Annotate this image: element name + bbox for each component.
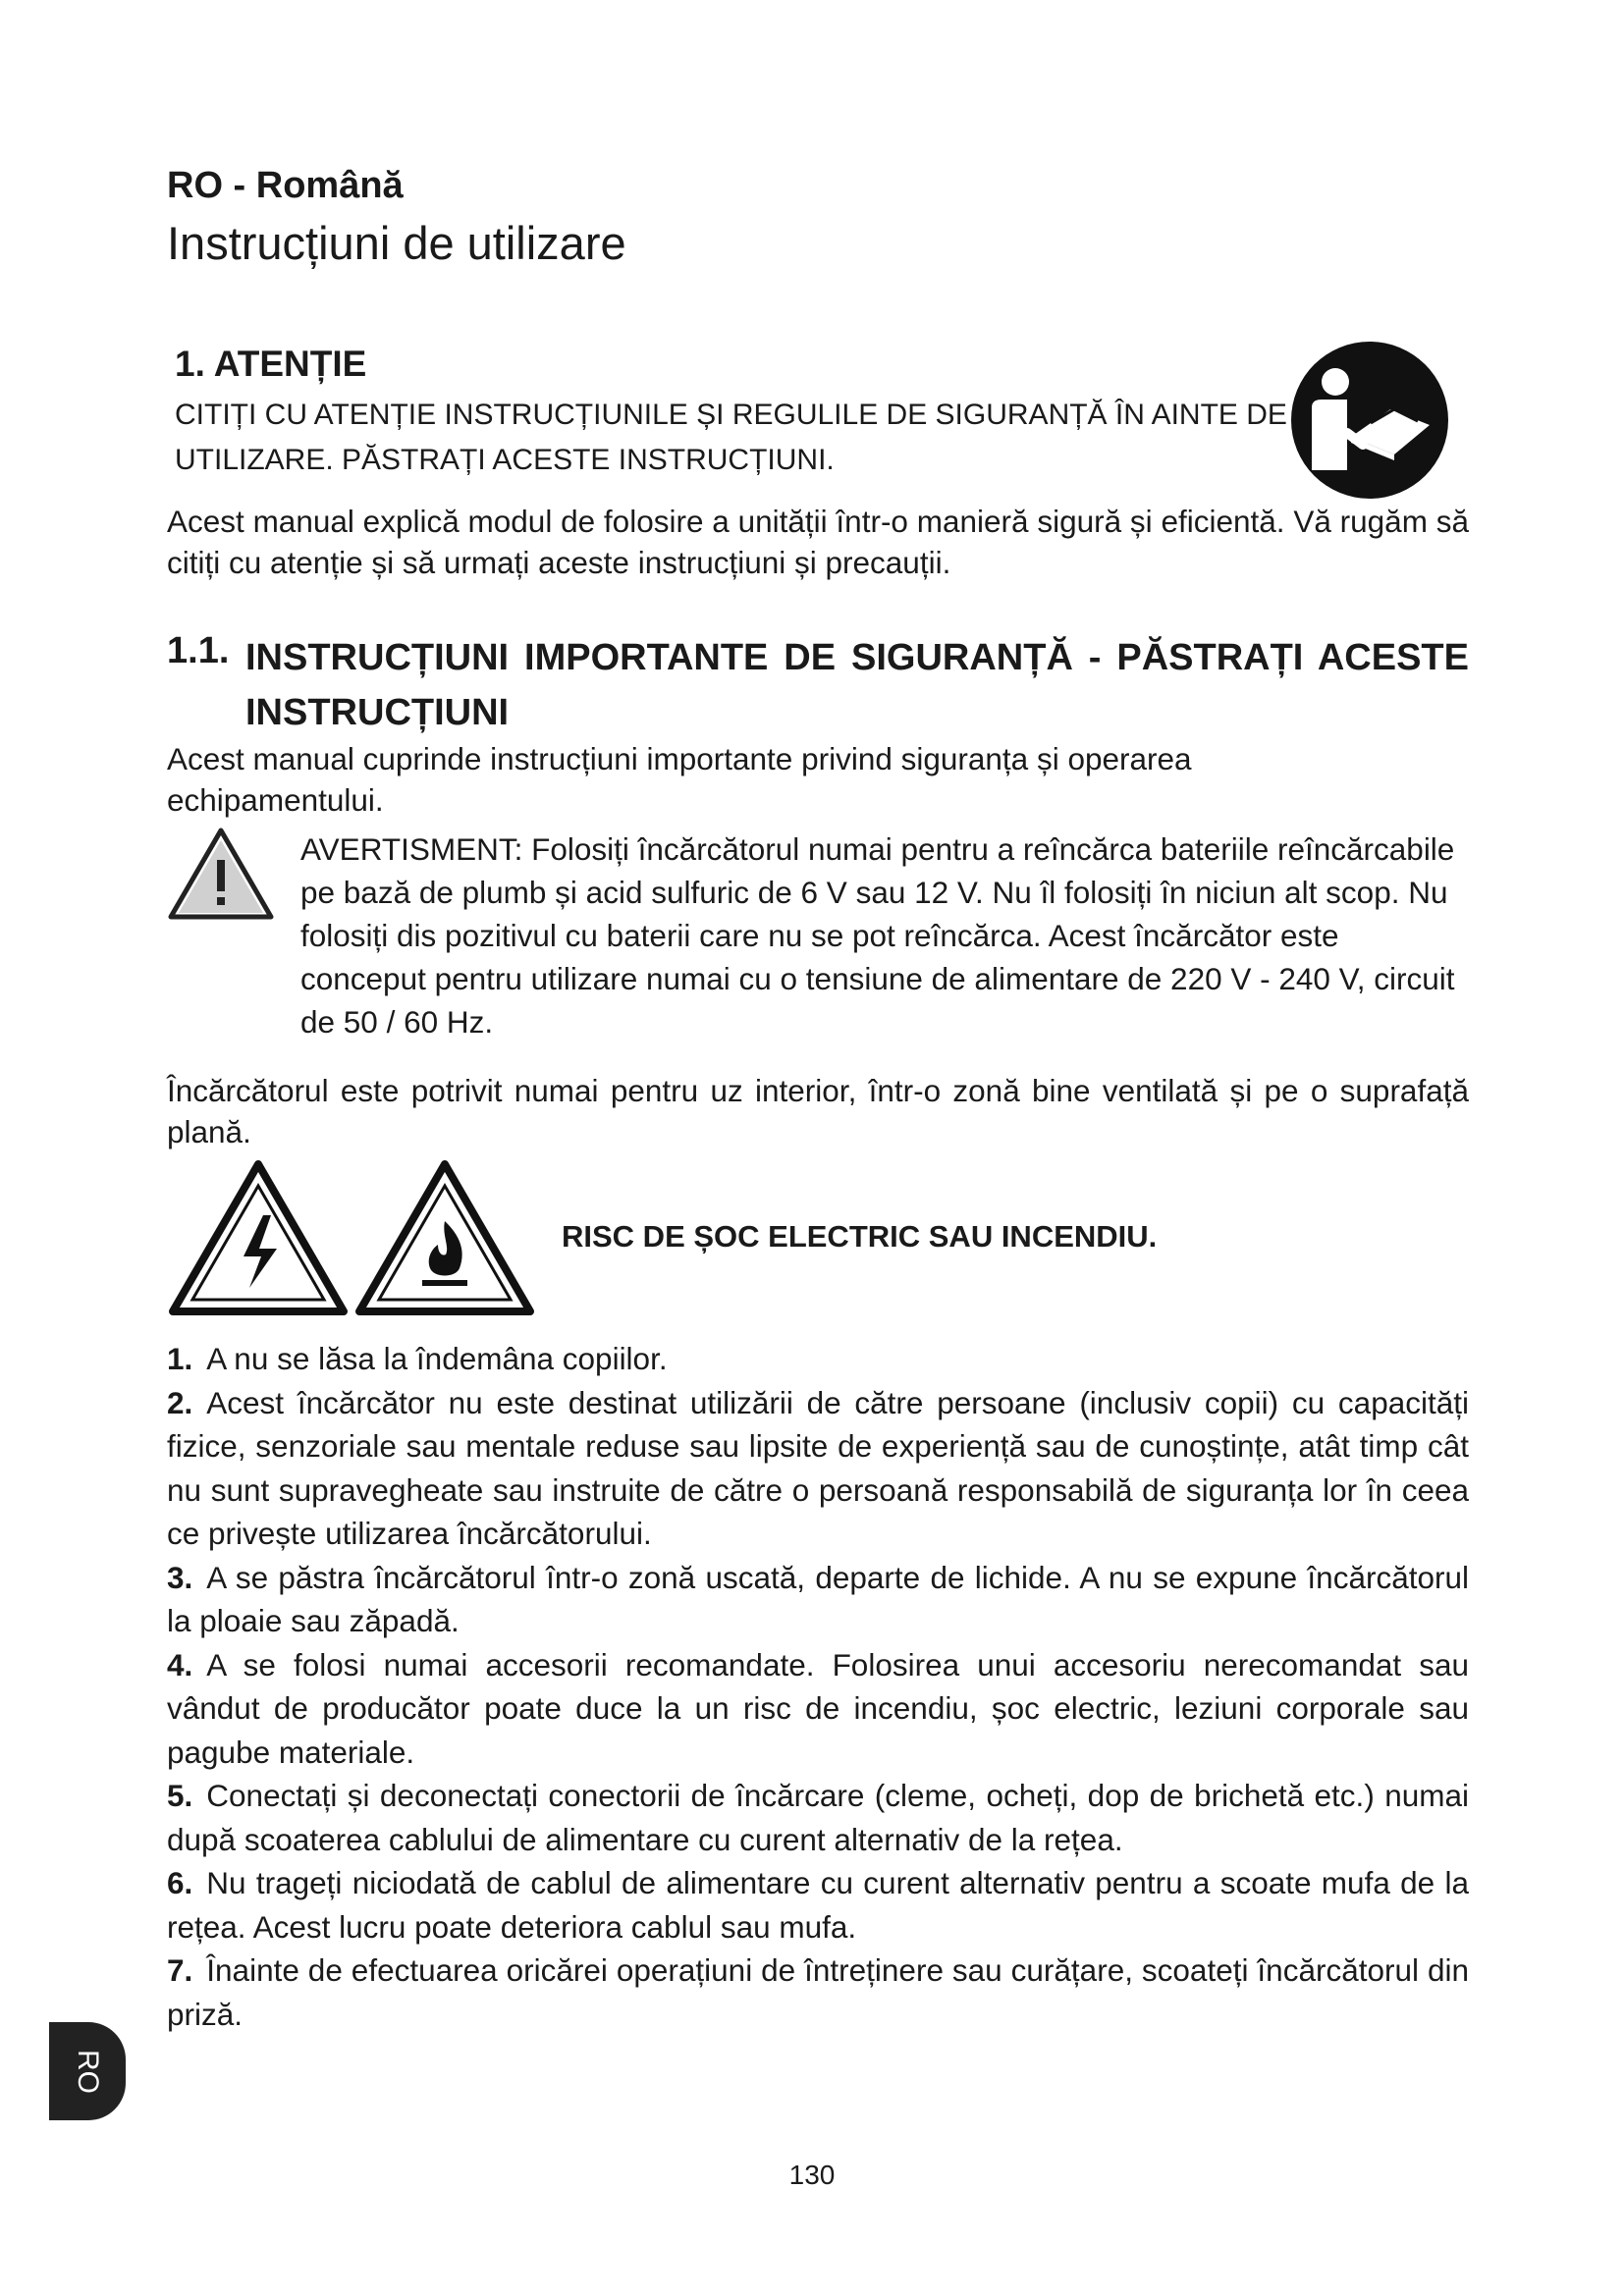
rule-number: 3. [167, 1559, 193, 1595]
rule-number: 6. [167, 1865, 193, 1900]
section-1-caps-notice: CITIȚI CU ATENȚIE INSTRUCȚIUNILE ȘI REGULILE DE SIGURANȚĂ ÎN AINTE DE UTILIZARE. PĂSTRAȚI ACESTE INSTRUCȚIUNI. [175, 399, 1287, 476]
list-item [167, 1556, 1469, 1643]
language-side-tab [49, 2022, 126, 2120]
rule-text: A se păstra încărcătorul într-o zonă uscată, departe de lichide. A nu se expune încărcătorul la ploaie sau zăpadă. [167, 1559, 1469, 1638]
language-heading: RO - Română [167, 165, 404, 206]
safety-rules-list [167, 1337, 1469, 2036]
section-1-1-number: 1.1. [167, 630, 230, 671]
manual-paragraph: Acest manual cuprinde instrucțiuni importante privind siguranța și operarea echipamentului. [167, 741, 1192, 818]
rule-text: A nu se lăsa la îndemâna copiilor. [206, 1341, 668, 1376]
warning-text: AVERTISMENT: Folosiți încărcătorul numai pentru a reîncărca bateriile reîncărcabile pe bază de plumb și acid sulfuric de 6 V sau 12 V. Nu îl folosiți în niciun alt scop. Nu folosiți dis pozitivul cu baterii care nu se pot reîncărca. Acest încărcător este conceput pentru utilizare numai cu o tensiune de alimentare de 220 V - 240 V, circuit de 50 / 60 Hz. [300, 831, 1455, 1040]
intro-paragraph: Acest manual explică modul de folosire a unității într-o manieră sigură și eficientă. Vă rugăm să citiți cu atenție și să urmați aceste instrucțiuni și precauții. [167, 504, 1469, 580]
rule-text: A se folosi numai accesorii recomandate. Folosirea unui accesoriu nerecomandat sau vândut de producător poate duce la un risc de incendiu, șoc electric, leziuni corporale sau pagube materiale. [167, 1646, 1469, 1770]
document-title: Instrucțiuni de utilizare [167, 217, 626, 269]
rule-number: 4. [167, 1646, 193, 1682]
list-item [167, 1949, 1469, 2036]
rule-text: Acest încărcător nu este destinat utilizării de către persoane (inclusiv copii) cu capacități fizice, senzoriale sau mentale reduse sau lipsite de experiență sau de cunoștințe, atât timp cât nu sunt supravegheate sau instruite de către o persoană responsabilă de siguranța lor în ceea ce privește utilizarea încărcătorului. [167, 1384, 1469, 1551]
side-tab-label: RO [72, 2049, 104, 2094]
page-number: 130 [788, 2160, 836, 2190]
rule-text: Înainte de efectuarea oricărei operațiuni de întreținere sau curățare, scoateți încărcătorul din priză. [167, 1952, 1469, 2032]
rule-number: 7. [167, 1952, 193, 1988]
list-item [167, 1381, 1469, 1556]
read-manual-icon [1288, 339, 1451, 502]
fire-hazard-icon [353, 1158, 536, 1317]
rule-number: 2. [167, 1384, 193, 1420]
section-1-1-title: INSTRUCȚIUNI IMPORTANTE DE SIGURANȚĂ - PĂSTRAȚI ACESTE INSTRUCȚIUNI [245, 637, 1469, 733]
risk-warning-label: RISC DE ȘOC ELECTRIC SAU INCENDIU. [562, 1219, 1158, 1254]
section-1-heading: 1. ATENȚIE [175, 344, 367, 384]
rule-number: 1. [167, 1341, 193, 1376]
indoor-use-paragraph: Încărcătorul este potrivit numai pentru uz interior, într-o zonă bine ventilată și pe o suprafață plană. [167, 1073, 1469, 1149]
list-item [167, 1643, 1469, 1775]
warning-triangle-icon [167, 827, 275, 921]
rule-number: 5. [167, 1778, 193, 1813]
list-item [167, 1861, 1469, 1949]
electric-shock-icon [167, 1158, 350, 1317]
list-item [167, 1774, 1469, 1861]
rule-text: Nu trageți niciodată de cablul de alimentare cu curent alternativ pentru a scoate mufa de la rețea. Acest lucru poate deteriora cablul sau mufa. [167, 1865, 1469, 1945]
list-item [167, 1337, 1469, 1381]
rule-text: Conectați și deconectați conectorii de încărcare (cleme, ocheți, dop de brichetă etc.) numai după scoaterea cablului de alimentare cu curent alternativ de la rețea. [167, 1778, 1469, 1857]
